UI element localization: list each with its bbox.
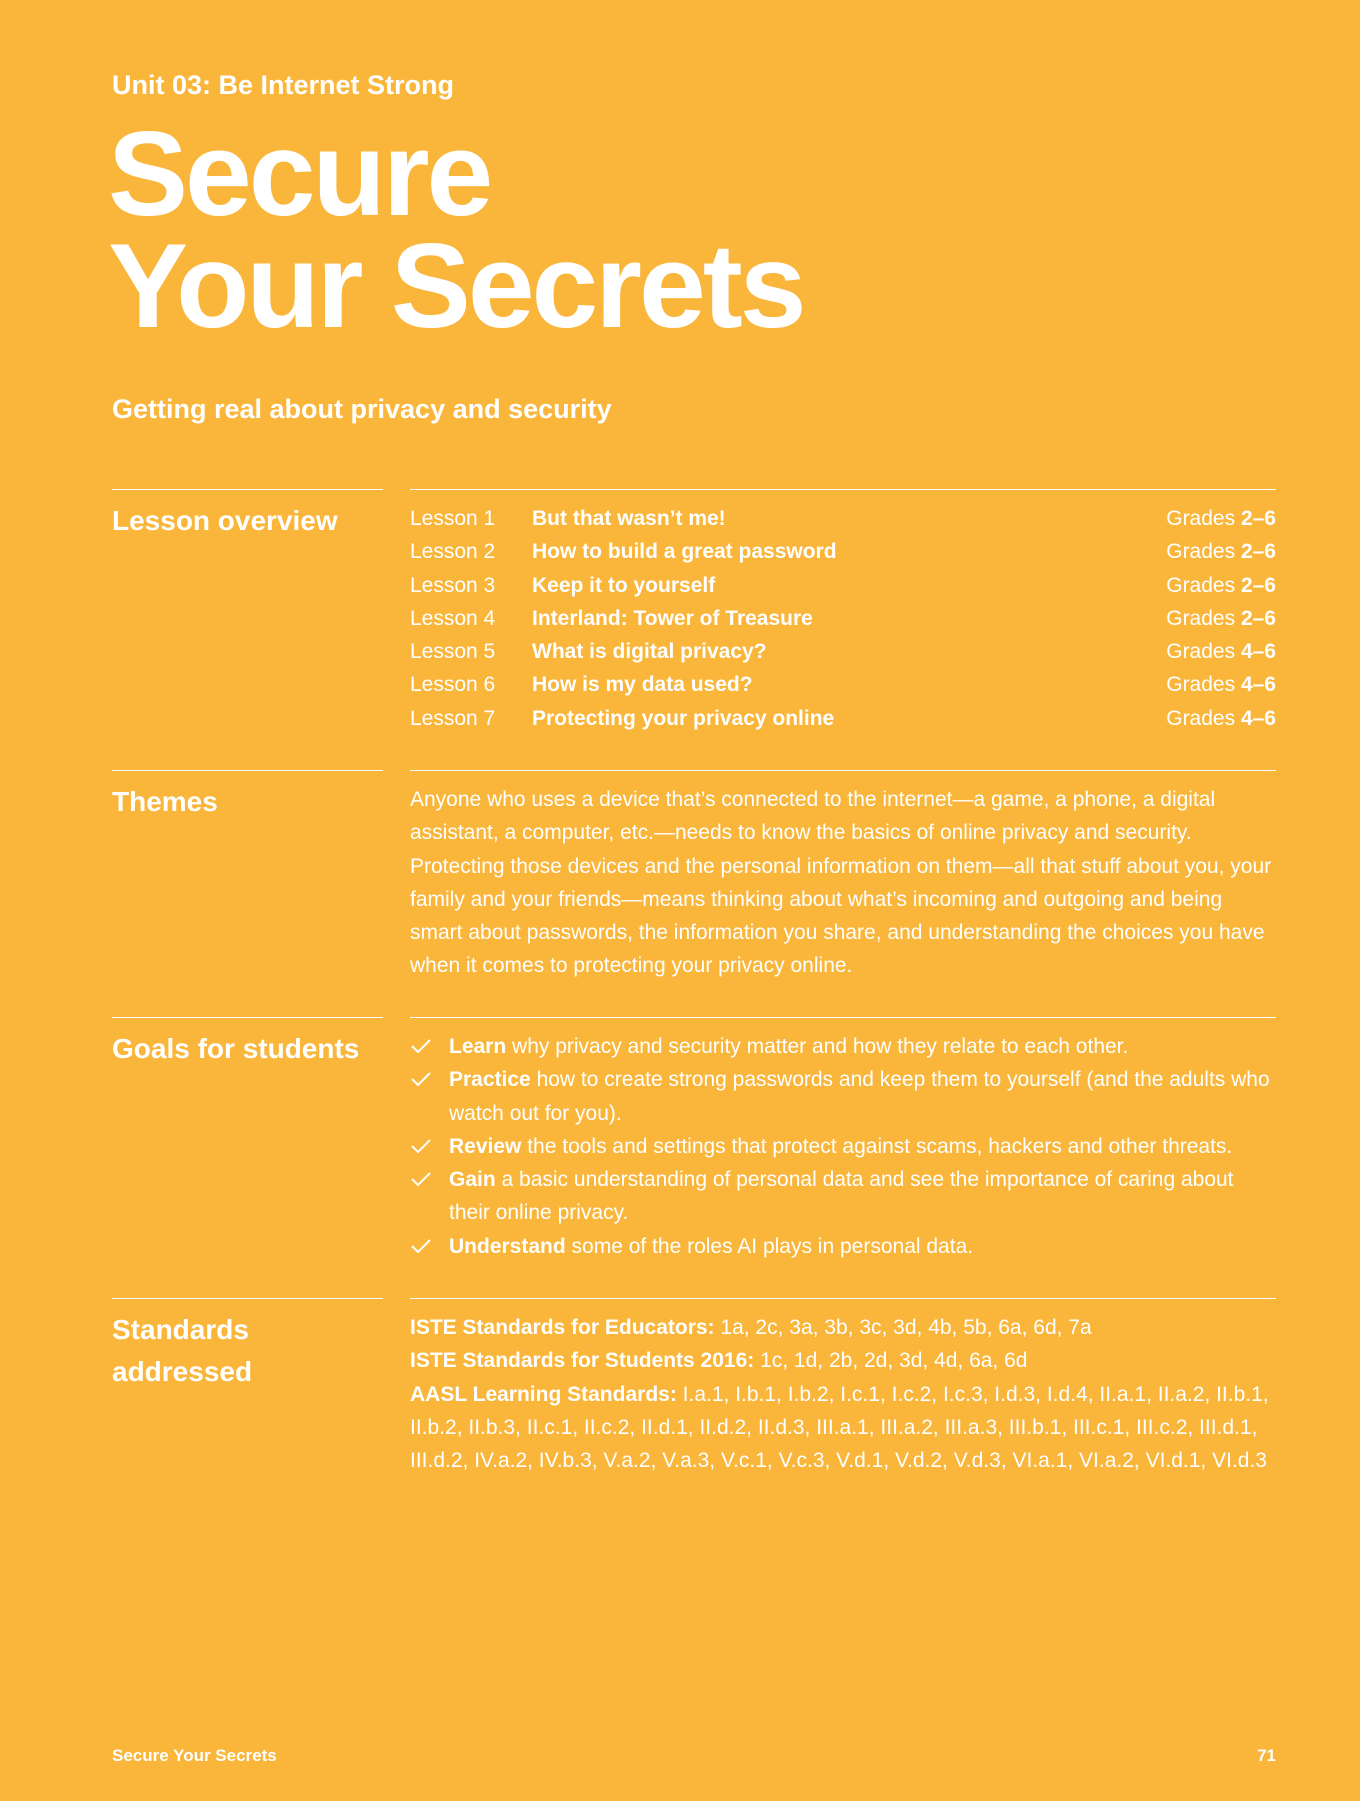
lesson-number: Lesson 2 (410, 540, 496, 564)
lesson-title: Keep it to yourself (532, 573, 716, 597)
lesson-number: Lesson 4 (410, 606, 496, 630)
grades-range: 2–6 (1240, 573, 1276, 597)
standards-list (410, 1298, 1276, 1477)
page-title (108, 107, 804, 353)
lesson-grades (1166, 635, 1276, 668)
goals-list (410, 1017, 1276, 1263)
standard-name: AASL Learning Standards: (410, 1382, 677, 1406)
lesson-list (410, 489, 1276, 735)
lesson-row (410, 535, 1276, 568)
lesson-row (410, 702, 1276, 735)
lesson-number: Lesson 5 (410, 640, 496, 664)
grades-prefix: Grades (1166, 640, 1236, 664)
lesson-grades (1166, 668, 1276, 701)
goal-item (410, 1030, 1276, 1063)
lesson-title: How is my data used? (532, 673, 753, 697)
standard-name: ISTE Standards for Educators: (410, 1316, 715, 1339)
checkmark-icon (410, 1237, 432, 1255)
lesson-row (410, 635, 1276, 668)
goal-item (410, 1163, 1276, 1230)
standards-heading (112, 1298, 383, 1393)
goal-keyword: Understand (449, 1234, 566, 1258)
lesson-title: What is digital privacy? (532, 640, 767, 664)
lesson-grades (1166, 535, 1276, 568)
lesson-title: Interland: Tower of Treasure (532, 606, 813, 630)
standard-item (410, 1378, 1276, 1478)
standard-item (410, 1311, 1276, 1344)
checkmark-icon (410, 1170, 432, 1188)
goal-keyword: Learn (449, 1035, 507, 1058)
title-line-1: Secure (108, 107, 491, 241)
goal-item (410, 1130, 1276, 1163)
lesson-row (410, 668, 1276, 701)
goal-item (410, 1230, 1276, 1263)
lesson-number: Lesson 3 (410, 573, 496, 597)
grades-range: 2–6 (1240, 606, 1276, 630)
lesson-row (410, 602, 1276, 635)
page-subtitle: Getting real about privacy and security (112, 394, 612, 424)
standard-name: ISTE Standards for Students 2016: (410, 1349, 755, 1373)
grades-prefix: Grades (1166, 507, 1236, 530)
goals-heading: Goals for students (112, 1017, 383, 1070)
goal-keyword: Practice (449, 1068, 531, 1092)
grades-range: 2–6 (1240, 540, 1276, 564)
lesson-number: Lesson 6 (410, 673, 496, 697)
goal-text: some of the roles AI plays in personal data. (565, 1234, 974, 1258)
checkmark-icon (410, 1037, 432, 1055)
lesson-grades (1166, 702, 1276, 735)
lesson-row (410, 502, 1276, 535)
title-line-2: Your Secrets (108, 219, 804, 353)
lesson-row (410, 569, 1276, 602)
checkmark-icon (410, 1137, 432, 1155)
lesson-overview-heading: Lesson overview (112, 489, 383, 542)
grades-prefix: Grades (1166, 673, 1236, 697)
standard-codes: 1c, 1d, 2b, 2d, 3d, 4d, 6a, 6d (754, 1349, 1028, 1373)
goal-keyword: Gain (449, 1168, 496, 1192)
standards-heading-line-2: addressed (112, 1356, 253, 1387)
goal-keyword: Review (449, 1134, 522, 1158)
page-number: 71 (1257, 1746, 1276, 1765)
lesson-title: How to build a great password (532, 540, 837, 564)
grades-prefix: Grades (1166, 706, 1236, 730)
grades-prefix: Grades (1166, 606, 1236, 630)
lesson-grades (1166, 602, 1276, 635)
footer-title: Secure Your Secrets (112, 1746, 277, 1765)
lesson-grades (1166, 569, 1276, 602)
lesson-title: But that wasn’t me! (532, 507, 726, 530)
standard-item (410, 1344, 1276, 1377)
checkmark-icon (410, 1070, 432, 1088)
themes-heading: Themes (112, 770, 383, 823)
lesson-title: Protecting your privacy online (532, 706, 835, 730)
goal-text: how to create strong passwords and keep them to yourself (and the adults who watch out for you). (449, 1068, 1270, 1125)
grades-prefix: Grades (1166, 540, 1236, 564)
goal-text: why privacy and security matter and how they relate to each other. (506, 1035, 1129, 1058)
grades-range: 2–6 (1240, 507, 1276, 530)
unit-label: Unit 03: Be Internet Strong (112, 70, 455, 100)
goal-text: a basic understanding of personal data and see the importance of caring about their online privacy. (449, 1168, 1234, 1225)
standards-heading-line-1: Standards (112, 1314, 249, 1345)
grades-prefix: Grades (1166, 573, 1236, 597)
standard-codes: 1a, 2c, 3a, 3b, 3c, 3d, 4b, 5b, 6a, 6d, 7a (714, 1316, 1092, 1339)
grades-range: 4–6 (1240, 640, 1276, 664)
goal-item (410, 1063, 1276, 1130)
grades-range: 4–6 (1240, 706, 1276, 730)
standard-codes: I.a.1, I.b.1, I.b.2, I.c.1, I.c.2, I.c.3, I.d.3, I.d.4, II.a.1, II.a.2, II.b.1, II.b.2, II.b.3, II.c.1, II.c.2, II.d.1, II.d.2, II.d.3, III.a.1, III.a.2, III.a.3, III.b.1, III.c.1, III.c.2, III.d.1, III.d.2, IV.a.2, IV.b.3, V.a.2, V.a.3, V.c.1, V.c.3, V.d.1, V.d.2, V.d.3, VI.a.1, VI.a.2, VI.d.1, VI.d.3 (410, 1382, 1269, 1473)
goal-text: the tools and settings that protect against scams, hackers and other threats. (521, 1134, 1233, 1158)
lesson-number: Lesson 1 (410, 507, 496, 530)
lesson-grades (1166, 502, 1276, 535)
themes-text: Anyone who uses a device that’s connected to the internet—a game, a phone, a digital assistant, a computer, etc.—needs to know the basics of online privacy and security. Protecting those devices and the personal information on them—all that stuff about you, your family and your friends—means thinking about what’s incoming and outgoing and being smart about passwords, the information you share, and understanding the choices you have when it comes to protecting your privacy online. (410, 770, 1276, 983)
grades-range: 4–6 (1240, 673, 1276, 697)
lesson-number: Lesson 7 (410, 706, 496, 730)
